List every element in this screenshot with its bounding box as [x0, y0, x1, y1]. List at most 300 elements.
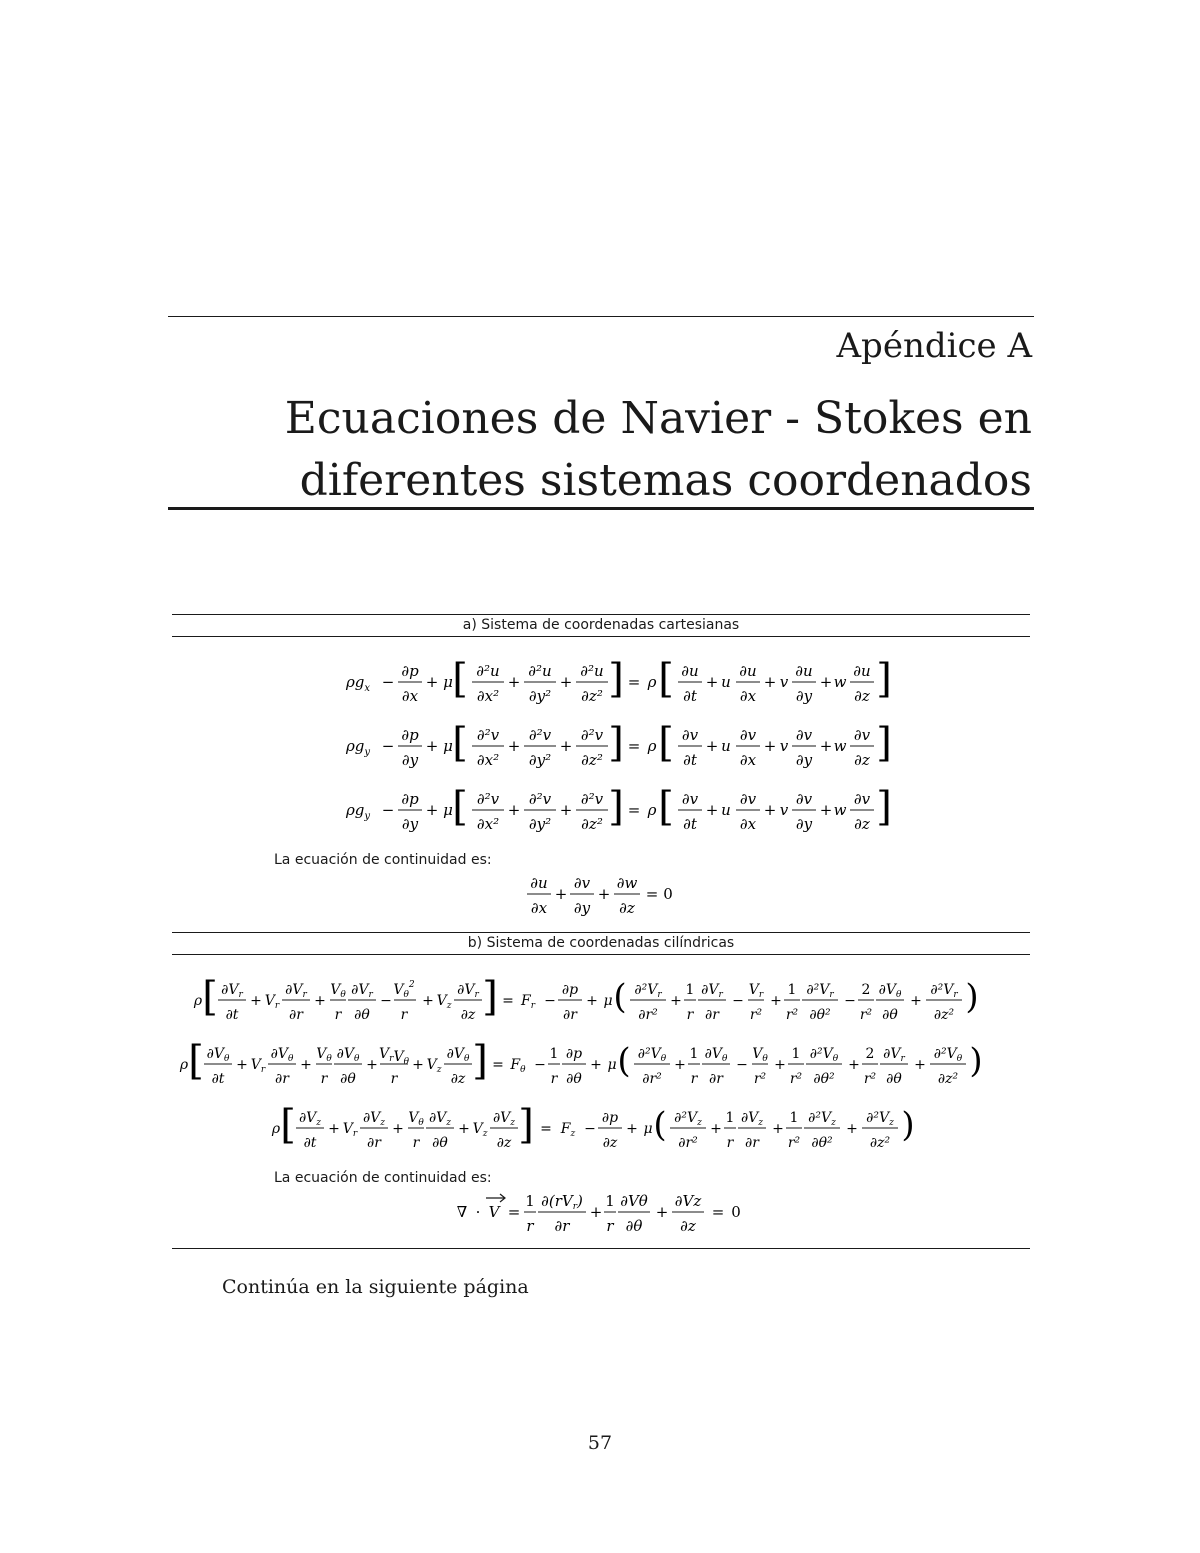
svg-text:−: − — [844, 993, 856, 1009]
svg-text:[: [ — [452, 720, 468, 766]
svg-text:Vθ: $V_\theta$ — [752, 1046, 768, 1064]
cartesian-equation-x-render — [172, 654, 1030, 710]
svg-text:r: r — [320, 1071, 328, 1087]
svg-text:]: ] — [608, 720, 624, 766]
svg-text:∂²v: ∂²v — [528, 726, 552, 744]
svg-text:r: r — [606, 1217, 614, 1235]
svg-text:∂t: ∂t — [683, 815, 697, 833]
svg-text:w: w — [833, 673, 847, 691]
svg-text:[: [ — [658, 720, 674, 766]
page-number: 57 — [587, 1432, 613, 1454]
svg-text:1: 1 — [605, 1192, 615, 1210]
svg-text:∂z²: ∂z² — [869, 1135, 891, 1151]
svg-text:∂θ: ∂θ — [882, 1007, 898, 1023]
svg-text:∂²v: ∂²v — [528, 790, 552, 808]
svg-text:∂v: ∂v — [853, 790, 871, 808]
svg-text:∂z: ∂z — [854, 751, 870, 769]
svg-text:+: + — [914, 1057, 926, 1073]
svg-text:∂y: ∂y — [401, 815, 419, 833]
svg-text:∇: ∇ — [456, 1203, 468, 1221]
svg-text:∂t: ∂t — [683, 687, 697, 705]
svg-text:−: − — [736, 1057, 748, 1073]
svg-text:∂v: ∂v — [739, 790, 757, 808]
svg-text:=: = — [507, 1203, 521, 1221]
svg-text:+: + — [763, 801, 777, 819]
svg-text:+: + — [705, 673, 719, 691]
svg-text:ρ: ρ — [193, 993, 203, 1009]
svg-text:+: + — [250, 993, 262, 1009]
svg-text:+: + — [458, 1121, 470, 1137]
svg-text:+: + — [763, 673, 777, 691]
svg-text:∂y: ∂y — [795, 815, 813, 833]
svg-text:+: + — [412, 1057, 424, 1073]
svg-text:r²: r² — [749, 1007, 763, 1023]
chapter-title-line-1: Ecuaciones de Navier - Stokes en — [284, 393, 1032, 444]
svg-text:ρ: ρ — [647, 737, 657, 755]
svg-text:∂w: ∂w — [616, 874, 638, 892]
svg-text:+: + — [819, 801, 833, 819]
svg-text:+: + — [910, 993, 922, 1009]
svg-text:ρ: ρ — [271, 1121, 281, 1137]
svg-text:w: w — [833, 801, 847, 819]
svg-text:r: r — [526, 1217, 534, 1235]
svg-text:∂p: ∂p — [565, 1046, 583, 1062]
svg-text:∂p: ∂p — [401, 662, 419, 680]
svg-text:∂u: ∂u — [530, 874, 548, 892]
section-a-title: a) Sistema de coordenadas cartesianas — [462, 617, 740, 633]
cylindrical-equation-r-render — [172, 972, 1030, 1028]
svg-text:∂²Vθ: $\partial^2V_\theta$ — [637, 1046, 667, 1064]
svg-text:∂t: ∂t — [683, 751, 697, 769]
svg-text:∂Vθ: $\partial V_\theta$ — [336, 1046, 360, 1064]
svg-text:u: u — [721, 673, 731, 691]
svg-text:∂θ: ∂θ — [340, 1071, 356, 1087]
cartesian-equation-x — [172, 654, 1030, 710]
svg-text:ρgy: $\rho g_y$ — [345, 737, 371, 758]
svg-text:[: [ — [188, 1038, 204, 1084]
svg-text:v: v — [779, 673, 789, 691]
svg-text:Fz: $F_z$ — [560, 1121, 576, 1139]
svg-text:+: + — [586, 993, 598, 1009]
svg-text:−: − — [381, 673, 395, 691]
cartesian-continuity-equation — [172, 866, 1030, 922]
svg-text:∂Vr: $\partial V_r$ — [285, 982, 307, 1000]
svg-text:∂z²: ∂z² — [581, 687, 603, 705]
svg-text:∂²u: ∂²u — [528, 662, 552, 680]
svg-text:∂²Vθ: $\partial^2V_\theta$ — [933, 1046, 963, 1064]
svg-text:[: [ — [452, 784, 468, 830]
svg-text:Vθ2: $V_\theta^2$ — [393, 980, 415, 1000]
svg-text:1: 1 — [685, 982, 695, 998]
svg-text:+: + — [422, 993, 434, 1009]
svg-text:Vr: $V_r$ — [748, 982, 764, 1000]
svg-text:+: + — [674, 1057, 686, 1073]
svg-text:]: ] — [876, 784, 892, 830]
svg-text:(: ( — [653, 1105, 667, 1145]
svg-text:∂p: ∂p — [601, 1110, 619, 1126]
svg-text:∂²u: ∂²u — [476, 662, 500, 680]
svg-text:−: − — [584, 1121, 596, 1137]
svg-text:∂²v: ∂²v — [476, 726, 500, 744]
svg-text:v: v — [779, 801, 789, 819]
cylindrical-continuity-render — [172, 1184, 1030, 1240]
svg-text:): ) — [969, 1041, 983, 1081]
svg-text:+: + — [559, 673, 573, 691]
svg-text:μ: μ — [443, 737, 453, 755]
svg-text:∂r: ∂r — [275, 1071, 289, 1087]
svg-text:∂²Vz: $\partial^2V_z$ — [866, 1110, 894, 1128]
svg-text:+: + — [770, 993, 782, 1009]
svg-text:−: − — [732, 993, 744, 1009]
svg-text:Vz: $V_z$ — [436, 993, 452, 1011]
svg-text:[: [ — [280, 1102, 296, 1148]
svg-text:Vθ: $V_\theta$ — [316, 1046, 332, 1064]
svg-text:μ: μ — [603, 993, 613, 1009]
svg-text:=: = — [540, 1121, 552, 1137]
svg-text:+: + — [597, 885, 611, 903]
svg-text:ρgx: $\rho g_x$ — [345, 673, 371, 694]
svg-text:−: − — [534, 1057, 546, 1073]
svg-text:ρgy: $\rho g_y$ — [345, 801, 371, 822]
svg-text:μ: μ — [443, 801, 453, 819]
svg-text:+: + — [763, 737, 777, 755]
svg-text:μ: μ — [643, 1121, 653, 1137]
svg-text:∂z²: ∂z² — [933, 1007, 955, 1023]
svg-text:+: + — [300, 1057, 312, 1073]
svg-text:∂x: ∂x — [530, 899, 548, 917]
appendix-label: Apéndice A — [836, 326, 1032, 366]
svg-text:+: + — [670, 993, 682, 1009]
svg-text:∂Vr: $\partial V_r$ — [701, 982, 723, 1000]
svg-text:∂x: ∂x — [739, 687, 757, 705]
svg-text:∂Vθ: $\partial V_\theta$ — [270, 1046, 294, 1064]
svg-text:∂z: ∂z — [854, 687, 870, 705]
svg-text:Vz: $V_z$ — [426, 1057, 442, 1075]
svg-text:∂Vθ: $\partial V_\theta$ — [446, 1046, 470, 1064]
svg-text:]: ] — [608, 784, 624, 830]
svg-text:r²: r² — [785, 1007, 799, 1023]
cartesian-equation-z-render — [172, 782, 1030, 838]
svg-text:(: ( — [617, 1041, 631, 1081]
svg-text:ρ: ρ — [647, 801, 657, 819]
section-b-title-rule — [172, 954, 1030, 955]
svg-text:∂u: ∂u — [853, 662, 871, 680]
svg-text:∂θ: ∂θ — [566, 1071, 582, 1087]
svg-text:∂r: ∂r — [554, 1217, 570, 1235]
svg-text:+: + — [705, 801, 719, 819]
svg-text:r: r — [412, 1135, 420, 1151]
svg-text:r²: r² — [859, 1007, 873, 1023]
svg-text:+: + — [589, 1203, 603, 1221]
svg-text:∂t: ∂t — [211, 1071, 225, 1087]
svg-text:Vθ: $V_\theta$ — [330, 982, 346, 1000]
svg-text:ρ: ρ — [179, 1057, 189, 1073]
svg-text:V: V — [488, 1203, 500, 1221]
section-b-bottom-rule — [172, 1248, 1030, 1249]
svg-text:∂u: ∂u — [795, 662, 813, 680]
svg-text:∂θ: ∂θ — [886, 1071, 902, 1087]
svg-text:2: 2 — [865, 1046, 875, 1062]
svg-text:∂x²: ∂x² — [476, 687, 500, 705]
svg-text:r: r — [726, 1135, 734, 1151]
svg-text:+: + — [626, 1121, 638, 1137]
svg-text:∂y: ∂y — [795, 751, 813, 769]
svg-text:∂u: ∂u — [739, 662, 757, 680]
svg-text:]: ] — [472, 1038, 488, 1084]
svg-text:=: = — [492, 1057, 504, 1073]
svg-text:+: + — [655, 1203, 669, 1221]
svg-text:=: = — [502, 993, 514, 1009]
svg-text:+: + — [507, 737, 521, 755]
cartesian-equation-z — [172, 782, 1030, 838]
svg-text:∂r: ∂r — [745, 1135, 759, 1151]
svg-text:∂v: ∂v — [853, 726, 871, 744]
svg-text:r²: r² — [789, 1071, 803, 1087]
svg-text:∂x²: ∂x² — [476, 815, 500, 833]
svg-text:+: + — [425, 801, 439, 819]
svg-text:∂²Vr: $\partial^2V_r$ — [930, 982, 958, 1000]
svg-text:∂y: ∂y — [573, 899, 591, 917]
svg-text:∂x: ∂x — [739, 815, 757, 833]
svg-text:∂r: ∂r — [705, 1007, 719, 1023]
svg-text:+: + — [554, 885, 568, 903]
svg-text:1: 1 — [791, 1046, 801, 1062]
svg-text:∂p: ∂p — [401, 790, 419, 808]
svg-text:∂z²: ∂z² — [937, 1071, 959, 1087]
svg-text:∂z: ∂z — [619, 899, 635, 917]
section-b-continuity-label: La ecuación de continuidad es: — [274, 1170, 492, 1186]
svg-text:+: + — [590, 1057, 602, 1073]
svg-text:+: + — [848, 1057, 860, 1073]
cartesian-continuity-render — [172, 866, 1030, 922]
svg-text:+: + — [819, 673, 833, 691]
svg-text:∂θ: ∂θ — [432, 1135, 448, 1151]
svg-text:∂θ²: ∂θ² — [809, 1007, 831, 1023]
svg-text:∂y²: ∂y² — [528, 815, 552, 833]
svg-text:=: = — [627, 801, 641, 819]
svg-text:∂v: ∂v — [573, 874, 591, 892]
svg-text:·: · — [475, 1203, 481, 1221]
svg-text:[: [ — [658, 784, 674, 830]
svg-text:∂y²: ∂y² — [528, 687, 552, 705]
svg-text:): ) — [965, 977, 979, 1017]
svg-text:+: + — [819, 737, 833, 755]
svg-text:v: v — [779, 737, 789, 755]
svg-text:∂p: ∂p — [561, 982, 579, 998]
svg-text:∂θ: ∂θ — [625, 1217, 643, 1235]
svg-text:∂Vz: $\partial V_z$ — [492, 1110, 516, 1128]
svg-text:∂Vθ: $\partial V_\theta$ — [206, 1046, 230, 1064]
cylindrical-equation-r — [172, 972, 1030, 1028]
svg-text:∂z: ∂z — [854, 815, 870, 833]
svg-text:ρ: ρ — [647, 673, 657, 691]
svg-text:∂θ: ∂θ — [354, 1007, 370, 1023]
svg-text:r: r — [550, 1071, 558, 1087]
svg-text:∂²v: ∂²v — [580, 790, 604, 808]
svg-text:1: 1 — [725, 1110, 735, 1126]
svg-text:∂Vθ: ∂Vθ — [620, 1192, 648, 1210]
svg-text:+: + — [559, 801, 573, 819]
svg-text:∂θ²: ∂θ² — [813, 1071, 835, 1087]
svg-text:∂Vr: $\partial V_r$ — [351, 982, 373, 1000]
svg-text:∂v: ∂v — [795, 790, 813, 808]
svg-text:[: [ — [452, 656, 468, 702]
cylindrical-equation-theta — [172, 1036, 1030, 1092]
svg-text:r: r — [686, 1007, 694, 1023]
svg-text:∂p: ∂p — [401, 726, 419, 744]
chapter-title — [132, 388, 1032, 512]
svg-text:∂r²: ∂r² — [642, 1071, 662, 1087]
svg-text:∂²v: ∂²v — [476, 790, 500, 808]
cylindrical-equation-z-render — [172, 1100, 1030, 1156]
svg-text:∂y: ∂y — [401, 751, 419, 769]
svg-text:∂t: ∂t — [225, 1007, 239, 1023]
svg-text:∂r: ∂r — [709, 1071, 723, 1087]
svg-text:]: ] — [608, 656, 624, 702]
svg-text:∂z: ∂z — [496, 1135, 512, 1151]
svg-text:∂z²: ∂z² — [581, 751, 603, 769]
svg-text:∂x²: ∂x² — [476, 751, 500, 769]
chapter-title-line-2: diferentes sistemas coordenados — [299, 455, 1032, 506]
svg-text:Vθ: $V_\theta$ — [408, 1110, 424, 1128]
svg-text:]: ] — [482, 974, 498, 1020]
section-a-top-rule — [172, 614, 1030, 615]
svg-text:∂v: ∂v — [681, 726, 699, 744]
svg-text:∂z: ∂z — [680, 1217, 696, 1235]
svg-text:VrVθ: $V_rV_\theta$ — [379, 1046, 409, 1067]
svg-text:u: u — [721, 801, 731, 819]
svg-text:μ: μ — [443, 673, 453, 691]
svg-text:Vr: $V_r$ — [250, 1057, 266, 1075]
title-underline — [168, 507, 1034, 510]
svg-text:]: ] — [518, 1102, 534, 1148]
svg-text:r²: r² — [863, 1071, 877, 1087]
svg-text:∂x: ∂x — [401, 687, 419, 705]
svg-text:+: + — [392, 1121, 404, 1137]
svg-text:∂Vz: $\partial V_z$ — [298, 1110, 322, 1128]
svg-text:]: ] — [876, 720, 892, 766]
cylindrical-equation-z — [172, 1100, 1030, 1156]
svg-text:∂v: ∂v — [681, 790, 699, 808]
svg-text:−: − — [380, 993, 392, 1009]
svg-text:∂r²: ∂r² — [638, 1007, 658, 1023]
svg-text:∂r: ∂r — [367, 1135, 381, 1151]
cartesian-equation-y-render — [172, 718, 1030, 774]
svg-text:∂v: ∂v — [795, 726, 813, 744]
svg-text:r: r — [690, 1071, 698, 1087]
svg-text:∂r: ∂r — [563, 1007, 577, 1023]
svg-text:+: + — [846, 1121, 858, 1137]
svg-text:=: = — [711, 1203, 725, 1221]
top-rule — [168, 316, 1034, 317]
section-a-continuity-label: La ecuación de continuidad es: — [274, 852, 492, 868]
svg-text:Vr: $V_r$ — [264, 993, 280, 1011]
svg-text:w: w — [833, 737, 847, 755]
svg-text:0: 0 — [731, 1203, 741, 1221]
svg-text:+: + — [507, 673, 521, 691]
svg-text:∂²u: ∂²u — [580, 662, 604, 680]
svg-text:∂y: ∂y — [795, 687, 813, 705]
svg-text:+: + — [772, 1121, 784, 1137]
svg-text:∂r: ∂r — [289, 1007, 303, 1023]
svg-text:∂Vz: $\partial V_z$ — [362, 1110, 386, 1128]
svg-text:∂z: ∂z — [450, 1071, 466, 1087]
svg-text:+: + — [366, 1057, 378, 1073]
svg-text:+: + — [710, 1121, 722, 1137]
svg-text:∂v: ∂v — [739, 726, 757, 744]
svg-text:0: 0 — [663, 885, 673, 903]
svg-text:∂Vz: $\partial V_z$ — [740, 1110, 764, 1128]
svg-text:=: = — [627, 673, 641, 691]
svg-text:): ) — [901, 1105, 915, 1145]
svg-text:∂θ²: ∂θ² — [811, 1135, 833, 1151]
svg-text:r: r — [390, 1071, 398, 1087]
cylindrical-equation-theta-render — [172, 1036, 1030, 1092]
svg-text:Vr: $V_r$ — [342, 1121, 358, 1139]
svg-text:+: + — [705, 737, 719, 755]
cartesian-equation-y — [172, 718, 1030, 774]
svg-text:1: 1 — [689, 1046, 699, 1062]
svg-text:=: = — [645, 885, 659, 903]
svg-text:∂Vθ: $\partial V_\theta$ — [878, 982, 902, 1000]
svg-text:+: + — [774, 1057, 786, 1073]
svg-text:∂²Vz: $\partial^2V_z$ — [674, 1110, 702, 1128]
svg-text:1: 1 — [789, 1110, 799, 1126]
svg-text:=: = — [627, 737, 641, 755]
svg-text:∂y²: ∂y² — [528, 751, 552, 769]
section-b-top-rule — [172, 932, 1030, 933]
section-a-title-rule — [172, 636, 1030, 637]
svg-text:∂Vr: $\partial V_r$ — [883, 1046, 905, 1064]
svg-text:∂Vz: ∂Vz — [674, 1192, 702, 1210]
svg-text:∂²v: ∂²v — [580, 726, 604, 744]
svg-text:μ: μ — [607, 1057, 617, 1073]
svg-text:r²: r² — [753, 1071, 767, 1087]
cylindrical-continuity-equation — [172, 1184, 1030, 1240]
svg-text:∂Vr: $\partial V_r$ — [221, 982, 243, 1000]
svg-text:∂²Vz: $\partial^2V_z$ — [808, 1110, 836, 1128]
svg-text:+: + — [236, 1057, 248, 1073]
svg-text:2: 2 — [861, 982, 871, 998]
svg-text:[: [ — [658, 656, 674, 702]
svg-text:u: u — [721, 737, 731, 755]
svg-text:+: + — [559, 737, 573, 755]
svg-text:∂z²: ∂z² — [581, 815, 603, 833]
svg-text:Fr: $F_r$ — [520, 993, 536, 1011]
svg-text:∂z: ∂z — [460, 1007, 476, 1023]
svg-text:Fθ: $F_\theta$ — [510, 1057, 526, 1075]
svg-text:+: + — [507, 801, 521, 819]
svg-text:(: ( — [613, 977, 627, 1017]
svg-text:+: + — [314, 993, 326, 1009]
svg-text:∂Vθ: $\partial V_\theta$ — [704, 1046, 728, 1064]
svg-text:+: + — [425, 737, 439, 755]
svg-text:r: r — [334, 1007, 342, 1023]
svg-text:∂t: ∂t — [303, 1135, 317, 1151]
svg-text:∂²Vθ: $\partial^2V_\theta$ — [809, 1046, 839, 1064]
svg-text:∂²Vr: $\partial^2V_r$ — [806, 982, 834, 1000]
svg-text:−: − — [381, 801, 395, 819]
svg-text:∂r²: ∂r² — [678, 1135, 698, 1151]
svg-text:r: r — [400, 1007, 408, 1023]
svg-text:∂Vz: $\partial V_z$ — [428, 1110, 452, 1128]
svg-text:]: ] — [876, 656, 892, 702]
svg-text:−: − — [381, 737, 395, 755]
svg-text:−: − — [544, 993, 556, 1009]
svg-text:∂Vr: $\partial V_r$ — [457, 982, 479, 1000]
continues-note: Continúa en la siguiente página — [222, 1276, 529, 1298]
svg-text:+: + — [328, 1121, 340, 1137]
